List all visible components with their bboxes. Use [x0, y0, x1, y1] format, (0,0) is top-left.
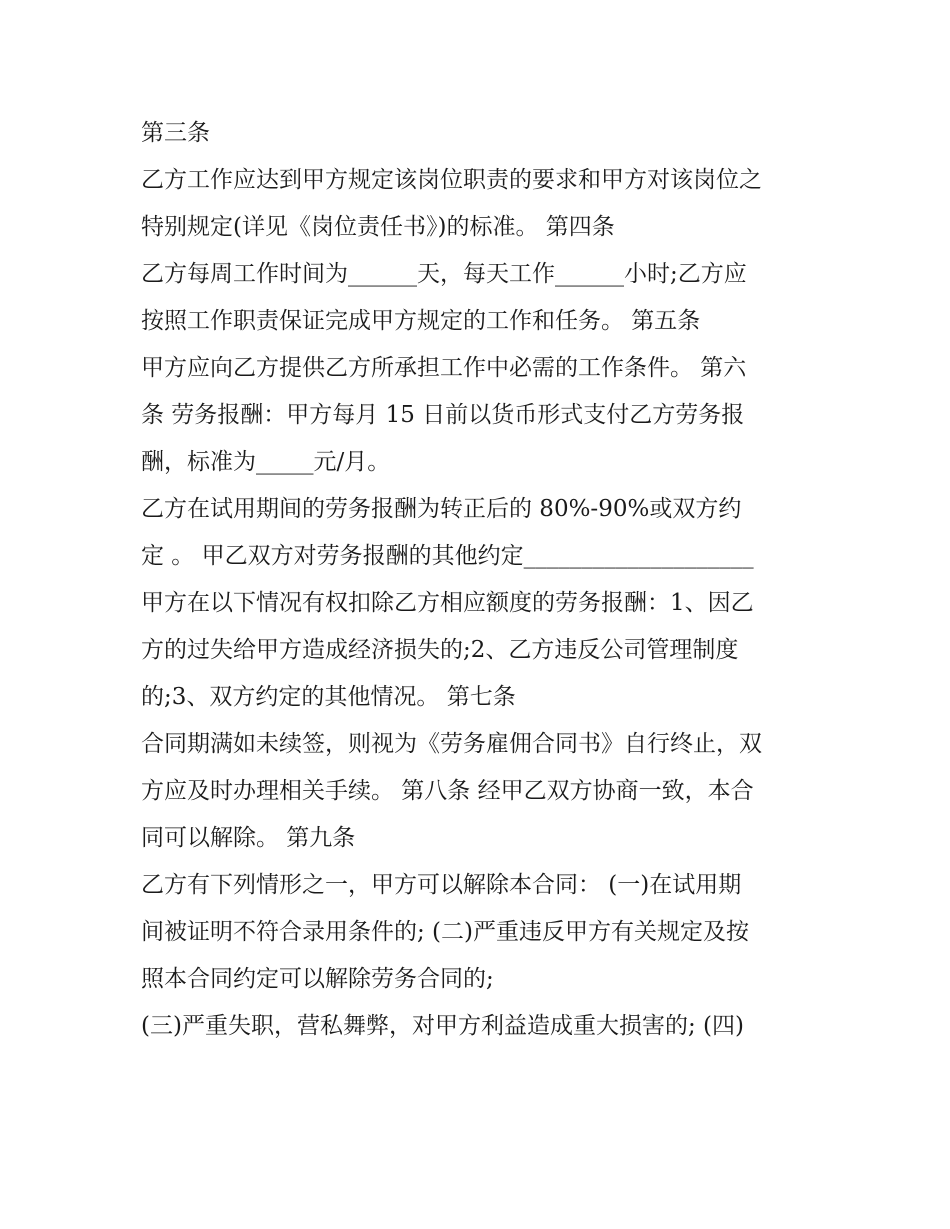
text-line: 照本合同约定可以解除劳务合同的; [141, 966, 494, 992]
text-line: 甲方应向乙方提供乙方所承担工作中必需的工作条件。 第六 [141, 355, 747, 381]
text-line: 方应及时办理相关手续。 第八条 经甲乙双方协商一致，本合 [141, 778, 754, 804]
text-line: 按照工作职责保证完成甲方规定的工作和任务。 第五条 [141, 308, 701, 334]
text-line: 间被证明不符合录用条件的; (二)严重违反甲方有关规定及按 [141, 919, 750, 945]
text-line: 乙方每周工作时间为______天，每天工作______小时;乙方应 [141, 261, 747, 287]
text-line: 同可以解除。 第九条 [141, 825, 356, 851]
text-line: 甲方在以下情况有权扣除乙方相应额度的劳务报酬：1、因乙 [141, 590, 754, 616]
text-line: 合同期满如未续签，则视为《劳务雇佣合同书》自行终止，双 [141, 731, 762, 757]
text-line: 乙方工作应达到甲方规定该岗位职责的要求和甲方对该岗位之 [141, 167, 762, 193]
text-line: 乙方在试用期间的劳务报酬为转正后的 80%-90%或双方约 [141, 496, 742, 522]
text-line: 的;3、双方约定的其他情况。 第七条 [141, 684, 516, 710]
text-line: 条 劳务报酬：甲方每月 15 日前以货币形式支付乙方劳务报 [141, 402, 745, 428]
text-line: 第三条 [141, 120, 210, 146]
contract-text-body [141, 110, 841, 1050]
text-line: (三)严重失职，营私舞弊，对甲方利益造成重大损害的; (四) [141, 1013, 744, 1039]
text-line: 特别规定(详见《岗位责任书》)的标准。 第四条 [141, 214, 615, 240]
text-line: 方的过失给甲方造成经济损失的;2、乙方违反公司管理制度 [141, 637, 739, 663]
text-line: 乙方有下列情形之一，甲方可以解除本合同： (一)在试用期 [141, 872, 742, 898]
text-line: 酬，标准为_____元/月。 [141, 449, 391, 475]
text-line: 定 。 甲乙双方对劳务报酬的其他约定____________________ [141, 543, 754, 569]
